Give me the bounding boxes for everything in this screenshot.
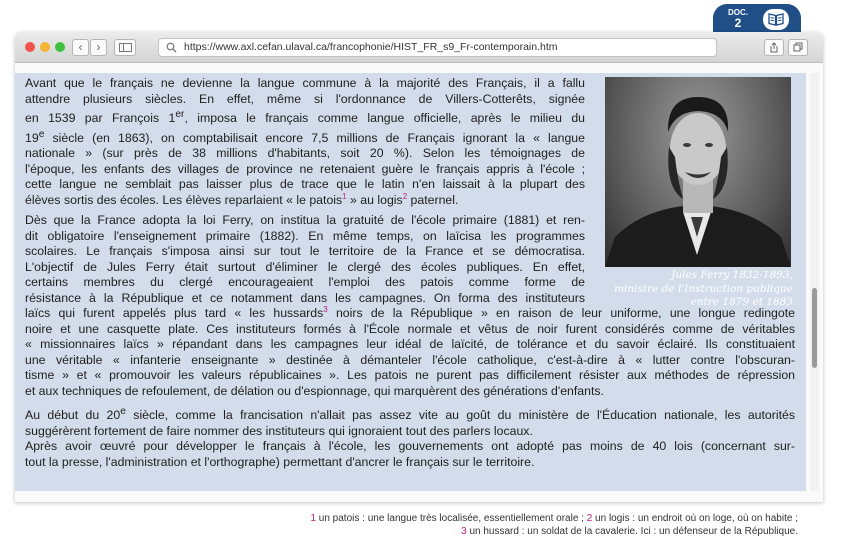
- browser-window: [15, 32, 823, 502]
- forward-button[interactable]: [90, 39, 107, 56]
- text-line: cette langue ne semblait pas laisser plus de trace que le latin n'en laissait à la plupart des: [25, 177, 585, 192]
- caption-line: entre 1879 et 1883: [690, 296, 793, 308]
- back-icon: ‹: [78, 40, 83, 54]
- text-run: 19: [25, 130, 39, 145]
- footnote-ref: 2: [402, 192, 408, 201]
- forward-icon: ›: [96, 40, 101, 54]
- paragraph-1: [25, 76, 807, 208]
- text-line: [25, 404, 795, 424]
- tabs-button[interactable]: [788, 39, 808, 56]
- text-line: nationale » (sur près de 38 millions d'habitants, soit 20 %). Selon les témoignages de: [25, 146, 585, 161]
- url-text[interactable]: https://www.axl.cefan.ulaval.ca/francophonie/HIST_FR_s9_Fr-contemporain.htm: [184, 41, 558, 53]
- doc-badge: [713, 4, 801, 33]
- text-line: Après avoir œuvré pour développer le français à l'école, les gouvernements ont adopté pas moins de 40 lois (concernant sur-: [25, 439, 795, 454]
- sidebar-icon: [119, 43, 132, 52]
- footnote-text: un hussard : un soldat de la cavalerie. Ici : un défenseur de la République.: [466, 526, 798, 537]
- doc-label: [724, 8, 752, 28]
- text-run: siècle, comme la francisation n'allait pas assez vite au goût du ministère de l'Éducation nationale, les autorités: [125, 408, 795, 423]
- text-line: tisme » et « promouvoir les valeurs républicaines ». Les patois ne purent pas difficilement résister aux méthodes de répression: [25, 368, 795, 383]
- text-line: scolaires. Le français s'imposa ainsi sur tout le territoire de la France et se démocratisa.: [25, 244, 585, 259]
- book-icon: [763, 9, 789, 30]
- text-line: Dès que la France adopta la loi Ferry, on institua la gratuité de l'école primaire (1881) et ren-: [25, 213, 585, 228]
- footnote-ref: 3: [323, 306, 328, 315]
- text-run: Au début du 20: [25, 408, 121, 423]
- article-text: [25, 76, 807, 470]
- footnote-number: 2: [586, 513, 593, 524]
- close-window-button[interactable]: [25, 42, 35, 52]
- text-run: laïcs qui furent appelés plus tard « les hussards: [25, 306, 324, 321]
- footnotes: [230, 512, 798, 538]
- text-run: , imposa le français comme langue officielle, après le milieu du: [184, 111, 585, 126]
- footnote-number: 1: [310, 513, 316, 524]
- caption-line: Jules Ferry 1832-1893,: [671, 269, 793, 281]
- footnote-text: un patois : une langue très localisée, essentiellement orale ;: [316, 513, 587, 524]
- paragraph-3: [25, 404, 807, 439]
- paragraph-4: [25, 439, 807, 470]
- text-run: paternel.: [407, 192, 459, 207]
- text-line: et aux techniques de refoulement, de délation ou d'espionnage, qui marquèrent des générations d'enfants.: [25, 383, 604, 398]
- doc-label-text: DOC.: [728, 8, 748, 17]
- text-line: attendre plusieurs siècles. En effet, même si l'ordonnance de Villers-Cotterêts, signée: [25, 91, 585, 106]
- superscript: e: [120, 406, 126, 418]
- footnote-line: [230, 512, 798, 525]
- text-run: » au logis: [346, 192, 403, 207]
- scrollbar-thumb[interactable]: [812, 288, 817, 368]
- sidebar-button[interactable]: [114, 39, 136, 56]
- text-run: siècle (en 1863), on comptabilisait encore 7,5 millions de Français ignorant la « langue: [44, 130, 585, 145]
- text-line: noire et une casquette plate. Ces instituteurs formés à l'École normale et vêtus de noir furent considérés comme de véritables: [25, 321, 795, 336]
- minimize-window-button[interactable]: [40, 42, 50, 52]
- footnote-line: [230, 525, 798, 538]
- search-icon: [166, 42, 177, 53]
- caption-line: ministre de l'Instruction publique: [614, 282, 793, 295]
- scrollbar-track[interactable]: [810, 73, 819, 491]
- text-line: [25, 127, 585, 147]
- text-line: l'époque, les enfants des villages de province ne retenaient guère le français appris à l'école ;: [25, 161, 585, 176]
- text-line: « missionnaires laïcs » répandant dans les campagnes leur idéal de laïcité, de tolérance et du savoir éclairé. Ils constituaient: [25, 337, 795, 352]
- share-icon: [769, 42, 779, 53]
- share-button[interactable]: [764, 39, 784, 56]
- back-button[interactable]: [72, 39, 89, 56]
- footnote-ref: 1: [342, 192, 347, 201]
- footnote-text: un logis : un endroit où on loge, où on habite ;: [592, 513, 798, 524]
- text-line: certains membres du clergé encourageaient l'emploi des patois comme forme de: [25, 275, 585, 290]
- browser-toolbar: [15, 32, 823, 63]
- page-content: [15, 63, 823, 502]
- address-bar[interactable]: [158, 38, 717, 57]
- text-line: résistance à la République et ce notamment dans les campagnes. On forma des instituteurs: [25, 290, 585, 305]
- text-line: L'objectif de Jules Ferry était surtout d'éliminer le clergé des écoles publiques. En effet,: [25, 259, 585, 274]
- text-line: dit obligatoire l'enseignement primaire (1882). En même temps, on laïcisa les programmes: [25, 228, 585, 243]
- doc-number: 2: [734, 16, 742, 30]
- text-line: [25, 107, 585, 127]
- text-line: Avant que le français ne devienne la langue commune à la majorité des Français, il a fallu: [25, 76, 585, 90]
- tabs-icon: [793, 42, 803, 53]
- text-line: [25, 193, 585, 209]
- footnote-number: 3: [461, 526, 467, 537]
- paragraph-2: [25, 213, 807, 399]
- text-line: une véritable « infanterie enseignante » destinée à démanteler l'école catholique, c'est-à-dire à « lutter contre l'obscuran-: [25, 352, 795, 367]
- text-line: suggérèrent fortement de faire nommer des instituteurs qui ignoraient tout des parlers locaux.: [25, 423, 533, 438]
- superscript: er: [175, 109, 185, 120]
- text-run: en 1539 par François 1: [25, 111, 176, 126]
- text-line: [25, 306, 795, 322]
- text-run: élèves sortis des écoles. Les élèves reparlaient « le patois: [25, 192, 343, 207]
- superscript: e: [38, 128, 45, 140]
- text-run: noirs de la République » en raison de leur uniforme, une longue redingote: [327, 306, 795, 321]
- zoom-window-button[interactable]: [55, 42, 65, 52]
- text-line: tout la presse, l'administration et l'orthographe) permettant d'ancrer le français sur le territoire.: [25, 454, 535, 469]
